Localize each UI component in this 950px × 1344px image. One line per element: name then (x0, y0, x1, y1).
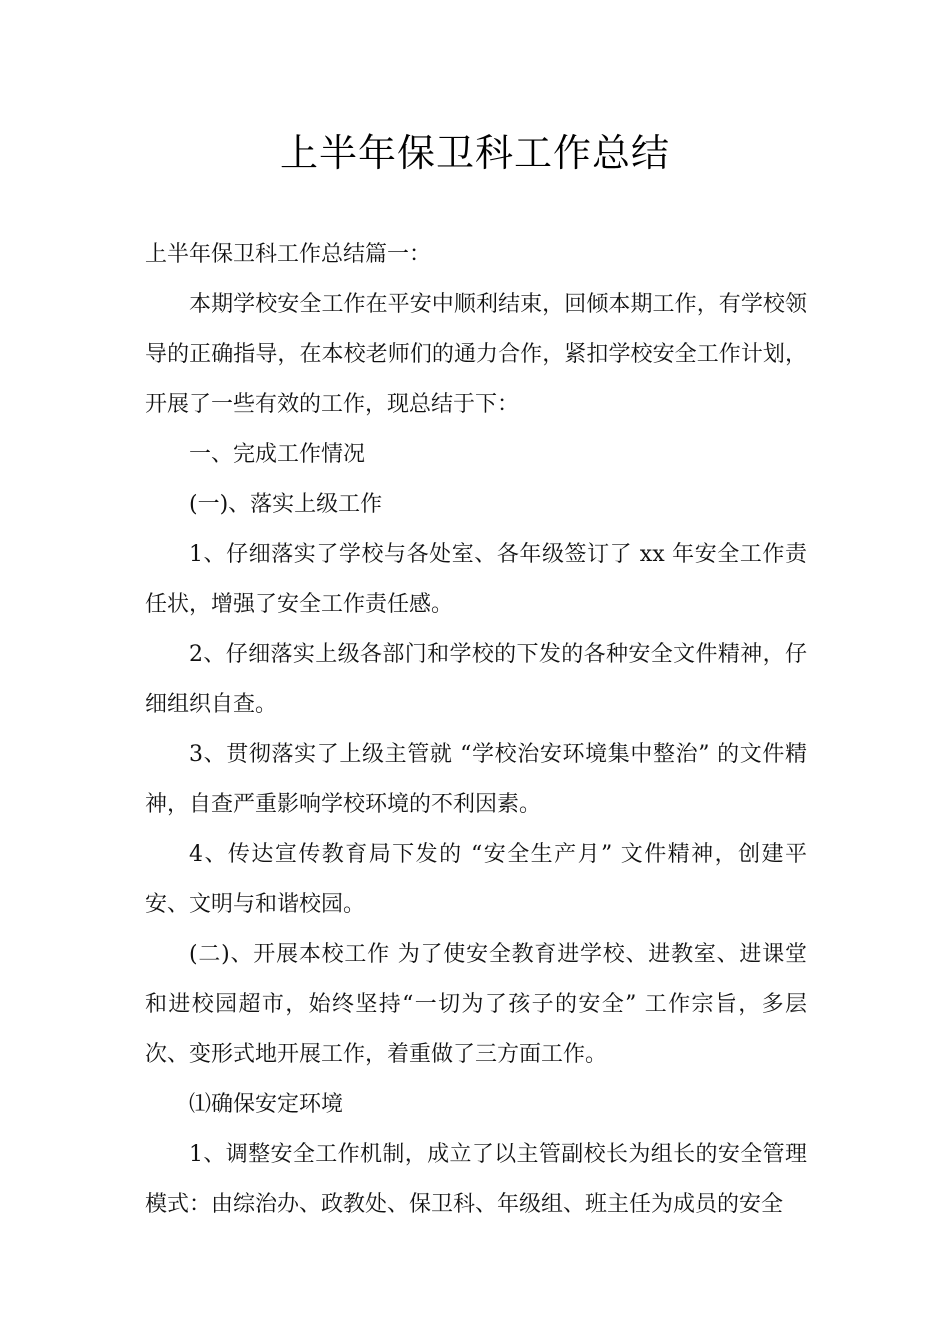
section-heading-1: 一、完成工作情况 (189, 442, 366, 467)
subsection-heading-2: (二)、开展本校工作 为了使安全教育进学校、进教室、进课堂和进校园超市，始终坚持“一切为了孩子的安全” 工作宗旨，多层次、变形式地开展工作，着重做了三方面工作。 (145, 942, 807, 1067)
paragraph-intro: 本期学校安全工作在平安中顺利结束，回倾本期工作，有学校领导的正确指导，在本校老师们的通力合作，紧扣学校安全工作计划，开展了一些有效的工作，现总结于下： (145, 292, 807, 417)
sub-item-heading-1: ⑴确保安定环境 (189, 1092, 344, 1117)
paragraph-heading: 上半年保卫科工作总结篇一： (145, 242, 432, 267)
document-body (145, 230, 807, 1230)
document-title: 上半年保卫科工作总结 (279, 131, 670, 175)
paragraph-item-2: 2、仔细落实上级各部门和学校的下发的各种安全文件精神，仔细组织自查。 (145, 642, 807, 717)
paragraph-item-5: 1、调整安全工作机制，成立了以主管副校长为组长的安全管理模式：由综治办、政教处、保卫科、年级组、班主任为成员的安全 (145, 1142, 807, 1217)
paragraph-item-4: 4、传达宣传教育局下发的 “安全生产月” 文件精神，创建平安、文明与和谐校园。 (145, 842, 807, 917)
paragraph-item-1: 1、仔细落实了学校与各处室、各年级签订了 xx 年安全工作责任状，增强了安全工作责任感。 (145, 542, 807, 617)
subsection-heading-1: (一)、落实上级工作 (189, 492, 383, 517)
paragraph-item-3: 3、贯彻落实了上级主管就 “学校治安环境集中整治” 的文件精神，自查严重影响学校环境的不利因素。 (145, 742, 807, 817)
